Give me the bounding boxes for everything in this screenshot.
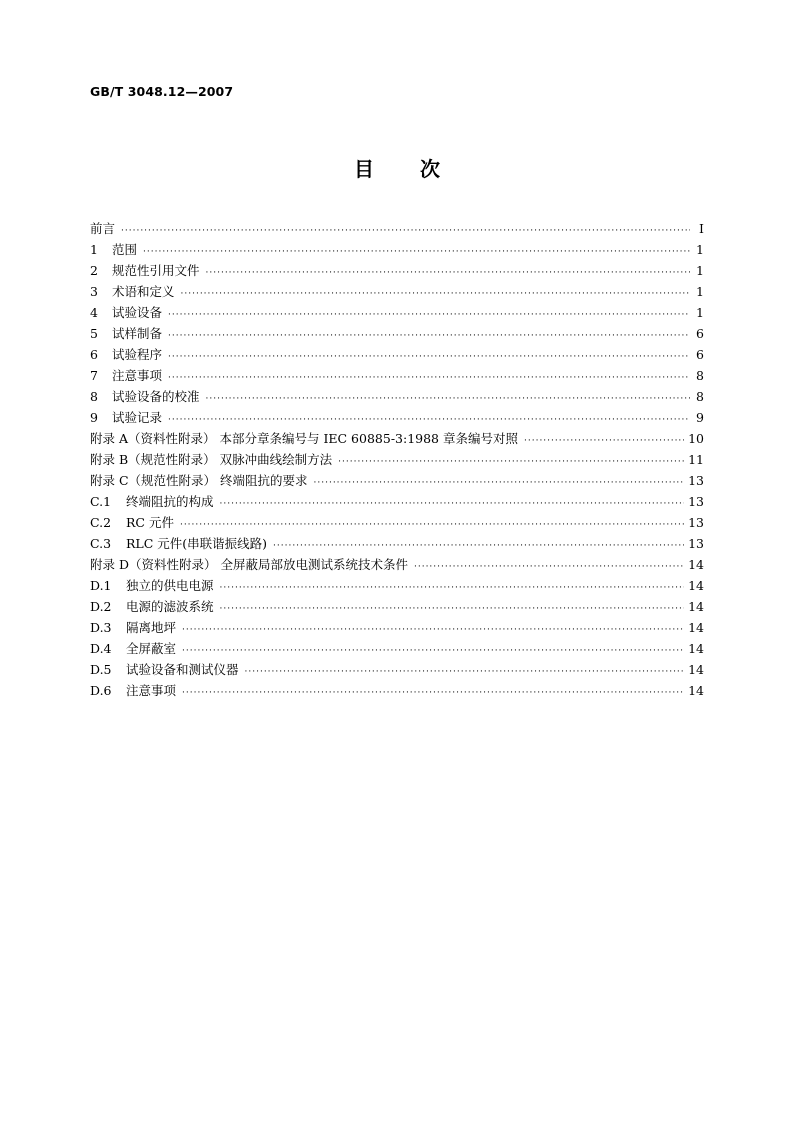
toc-entry-label	[90, 218, 121, 239]
toc-entry-title: 全屏蔽室	[126, 641, 177, 656]
toc-entry-title: 试样制备	[112, 326, 163, 341]
toc-entry-number: 3	[90, 284, 98, 299]
toc-leader-dots	[338, 452, 684, 473]
toc-entry-page: 10	[688, 431, 704, 446]
toc-entry[interactable]	[90, 344, 704, 365]
toc-leader-dots	[121, 221, 690, 242]
toc-entry[interactable]	[90, 239, 704, 260]
toc-leader-dots	[220, 599, 685, 620]
toc-entry-title: 附录 C（规范性附录） 终端阻抗的要求	[90, 473, 308, 488]
toc-leader-dots	[245, 662, 685, 683]
title-char-1: 目	[354, 157, 374, 181]
toc-entry-page: 1	[696, 263, 704, 278]
toc-entry-title: 附录 D（资料性附录） 全屏蔽局部放电测试系统技术条件	[90, 557, 408, 572]
toc-leader-dots	[206, 389, 690, 410]
toc-entry-number: 5	[90, 326, 98, 341]
toc-entry-page: 1	[696, 284, 704, 299]
toc-entry-page: 14	[688, 578, 704, 593]
toc-entry-page: 11	[688, 452, 704, 467]
toc-entry-page: 9	[696, 410, 704, 425]
toc-entry[interactable]	[90, 617, 704, 638]
toc-entry-number: D.1	[90, 578, 112, 593]
toc-entry-page: 13	[688, 515, 704, 530]
toc-leader-dots	[524, 431, 684, 452]
toc-leader-dots	[414, 557, 684, 578]
toc-entry-title: RLC 元件(串联谐振线路)	[126, 536, 268, 551]
toc-entry-title: 试验设备	[112, 305, 163, 320]
toc-entry-number: D.2	[90, 599, 112, 614]
toc-leader-dots	[168, 368, 690, 389]
toc-entry-label	[90, 449, 338, 470]
toc-entry[interactable]	[90, 386, 704, 407]
toc-entry[interactable]	[90, 659, 704, 680]
page-title	[0, 153, 794, 182]
toc-entry-label	[90, 659, 245, 680]
toc-entry-label	[90, 239, 143, 260]
toc-entry-label	[90, 386, 206, 407]
toc-entry-page: 14	[688, 641, 704, 656]
toc-entry-number: D.6	[90, 683, 112, 698]
toc-entry-title: 附录 A（资料性附录） 本部分章条编号与 IEC 60885-3:1988 章条编号对照	[90, 431, 518, 446]
toc-entry-label	[90, 281, 181, 302]
toc-entry-title: 注意事项	[112, 368, 163, 383]
toc-entry-label	[90, 323, 168, 344]
toc-entry[interactable]	[90, 491, 704, 512]
toc-entry-number: 2	[90, 263, 98, 278]
toc-entry-label	[90, 575, 220, 596]
toc-entry-label	[90, 554, 414, 575]
toc-leader-dots	[182, 620, 684, 641]
toc-entry-label	[90, 344, 168, 365]
toc-entry-title: 试验程序	[112, 347, 163, 362]
toc-entry[interactable]	[90, 281, 704, 302]
table-of-contents	[90, 218, 704, 701]
title-char-2: 次	[420, 157, 440, 181]
toc-entry-number: D.4	[90, 641, 112, 656]
toc-entry-page: 8	[696, 368, 704, 383]
toc-entry-title: 试验设备和测试仪器	[126, 662, 239, 677]
toc-entry-page: 13	[688, 473, 704, 488]
toc-entry-title: 电源的滤波系统	[126, 599, 214, 614]
toc-entry-label	[90, 470, 314, 491]
toc-entry[interactable]	[90, 449, 704, 470]
toc-entry-label	[90, 533, 273, 554]
toc-leader-dots	[314, 473, 685, 494]
toc-entry-page: 14	[688, 662, 704, 677]
toc-entry-title: 试验设备的校准	[112, 389, 200, 404]
toc-leader-dots	[168, 305, 690, 326]
toc-entry-title: 术语和定义	[112, 284, 175, 299]
toc-entry-label	[90, 596, 220, 617]
toc-entry[interactable]	[90, 260, 704, 281]
toc-entry[interactable]	[90, 680, 704, 701]
toc-entry-page: 1	[696, 242, 704, 257]
toc-entry-page: 14	[688, 683, 704, 698]
toc-entry-number: 8	[90, 389, 98, 404]
toc-entry-page: 6	[696, 347, 704, 362]
toc-entry-number: D.5	[90, 662, 112, 677]
toc-entry-label	[90, 617, 182, 638]
toc-entry-label	[90, 491, 220, 512]
toc-entry-number: C.2	[90, 515, 112, 530]
toc-entry[interactable]	[90, 470, 704, 491]
toc-entry-label	[90, 428, 524, 449]
toc-leader-dots	[182, 641, 684, 662]
toc-leader-dots	[220, 578, 685, 599]
toc-leader-dots	[168, 326, 690, 347]
toc-entry-number: C.1	[90, 494, 112, 509]
toc-entry-title: 独立的供电电源	[126, 578, 214, 593]
toc-leader-dots	[220, 494, 685, 515]
toc-entry-page: 14	[688, 620, 704, 635]
toc-entry[interactable]	[90, 323, 704, 344]
toc-entry-label	[90, 512, 180, 533]
toc-leader-dots	[168, 347, 690, 368]
toc-entry-title: 试验记录	[112, 410, 163, 425]
toc-entry-title: 终端阻抗的构成	[126, 494, 214, 509]
toc-entry[interactable]	[90, 596, 704, 617]
toc-entry[interactable]	[90, 218, 704, 239]
toc-entry[interactable]	[90, 428, 704, 449]
toc-entry-page: 14	[688, 599, 704, 614]
toc-entry[interactable]	[90, 554, 704, 575]
toc-entry-label	[90, 638, 182, 659]
toc-entry-page: 13	[688, 536, 704, 551]
toc-entry[interactable]	[90, 302, 704, 323]
toc-entry-label	[90, 680, 182, 701]
toc-entry-page: 13	[688, 494, 704, 509]
toc-entry-page: I	[699, 221, 704, 236]
toc-leader-dots	[143, 242, 690, 263]
toc-entry-page: 6	[696, 326, 704, 341]
toc-entry-number: C.3	[90, 536, 112, 551]
toc-entry-page: 8	[696, 389, 704, 404]
toc-entry-title: 隔离地坪	[126, 620, 177, 635]
toc-entry[interactable]	[90, 575, 704, 596]
toc-entry-title: 范围	[112, 242, 138, 257]
standard-number: GB/T 3048.12—2007	[90, 84, 234, 99]
toc-entry-number: D.3	[90, 620, 112, 635]
toc-entry[interactable]	[90, 638, 704, 659]
toc-entry-label	[90, 260, 206, 281]
toc-entry[interactable]	[90, 512, 704, 533]
toc-entry-page: 1	[696, 305, 704, 320]
toc-entry-title: 规范性引用文件	[112, 263, 200, 278]
toc-entry[interactable]	[90, 533, 704, 554]
toc-entry-number: 9	[90, 410, 98, 425]
toc-entry-number: 1	[90, 242, 98, 257]
toc-entry[interactable]	[90, 407, 704, 428]
toc-entry[interactable]	[90, 365, 704, 386]
toc-entry-number: 4	[90, 305, 98, 320]
toc-entry-title: 前言	[90, 221, 116, 236]
toc-leader-dots	[182, 683, 684, 704]
toc-leader-dots	[206, 263, 690, 284]
toc-entry-label	[90, 365, 168, 386]
toc-leader-dots	[181, 284, 690, 305]
toc-entry-label	[90, 302, 168, 323]
toc-entry-number: 6	[90, 347, 98, 362]
toc-entry-title: 附录 B（规范性附录） 双脉冲曲线绘制方法	[90, 452, 333, 467]
toc-entry-title: 注意事项	[126, 683, 177, 698]
toc-entry-label	[90, 407, 168, 428]
toc-entry-number: 7	[90, 368, 98, 383]
toc-entry-page: 14	[688, 557, 704, 572]
toc-entry-title: RC 元件	[126, 515, 174, 530]
